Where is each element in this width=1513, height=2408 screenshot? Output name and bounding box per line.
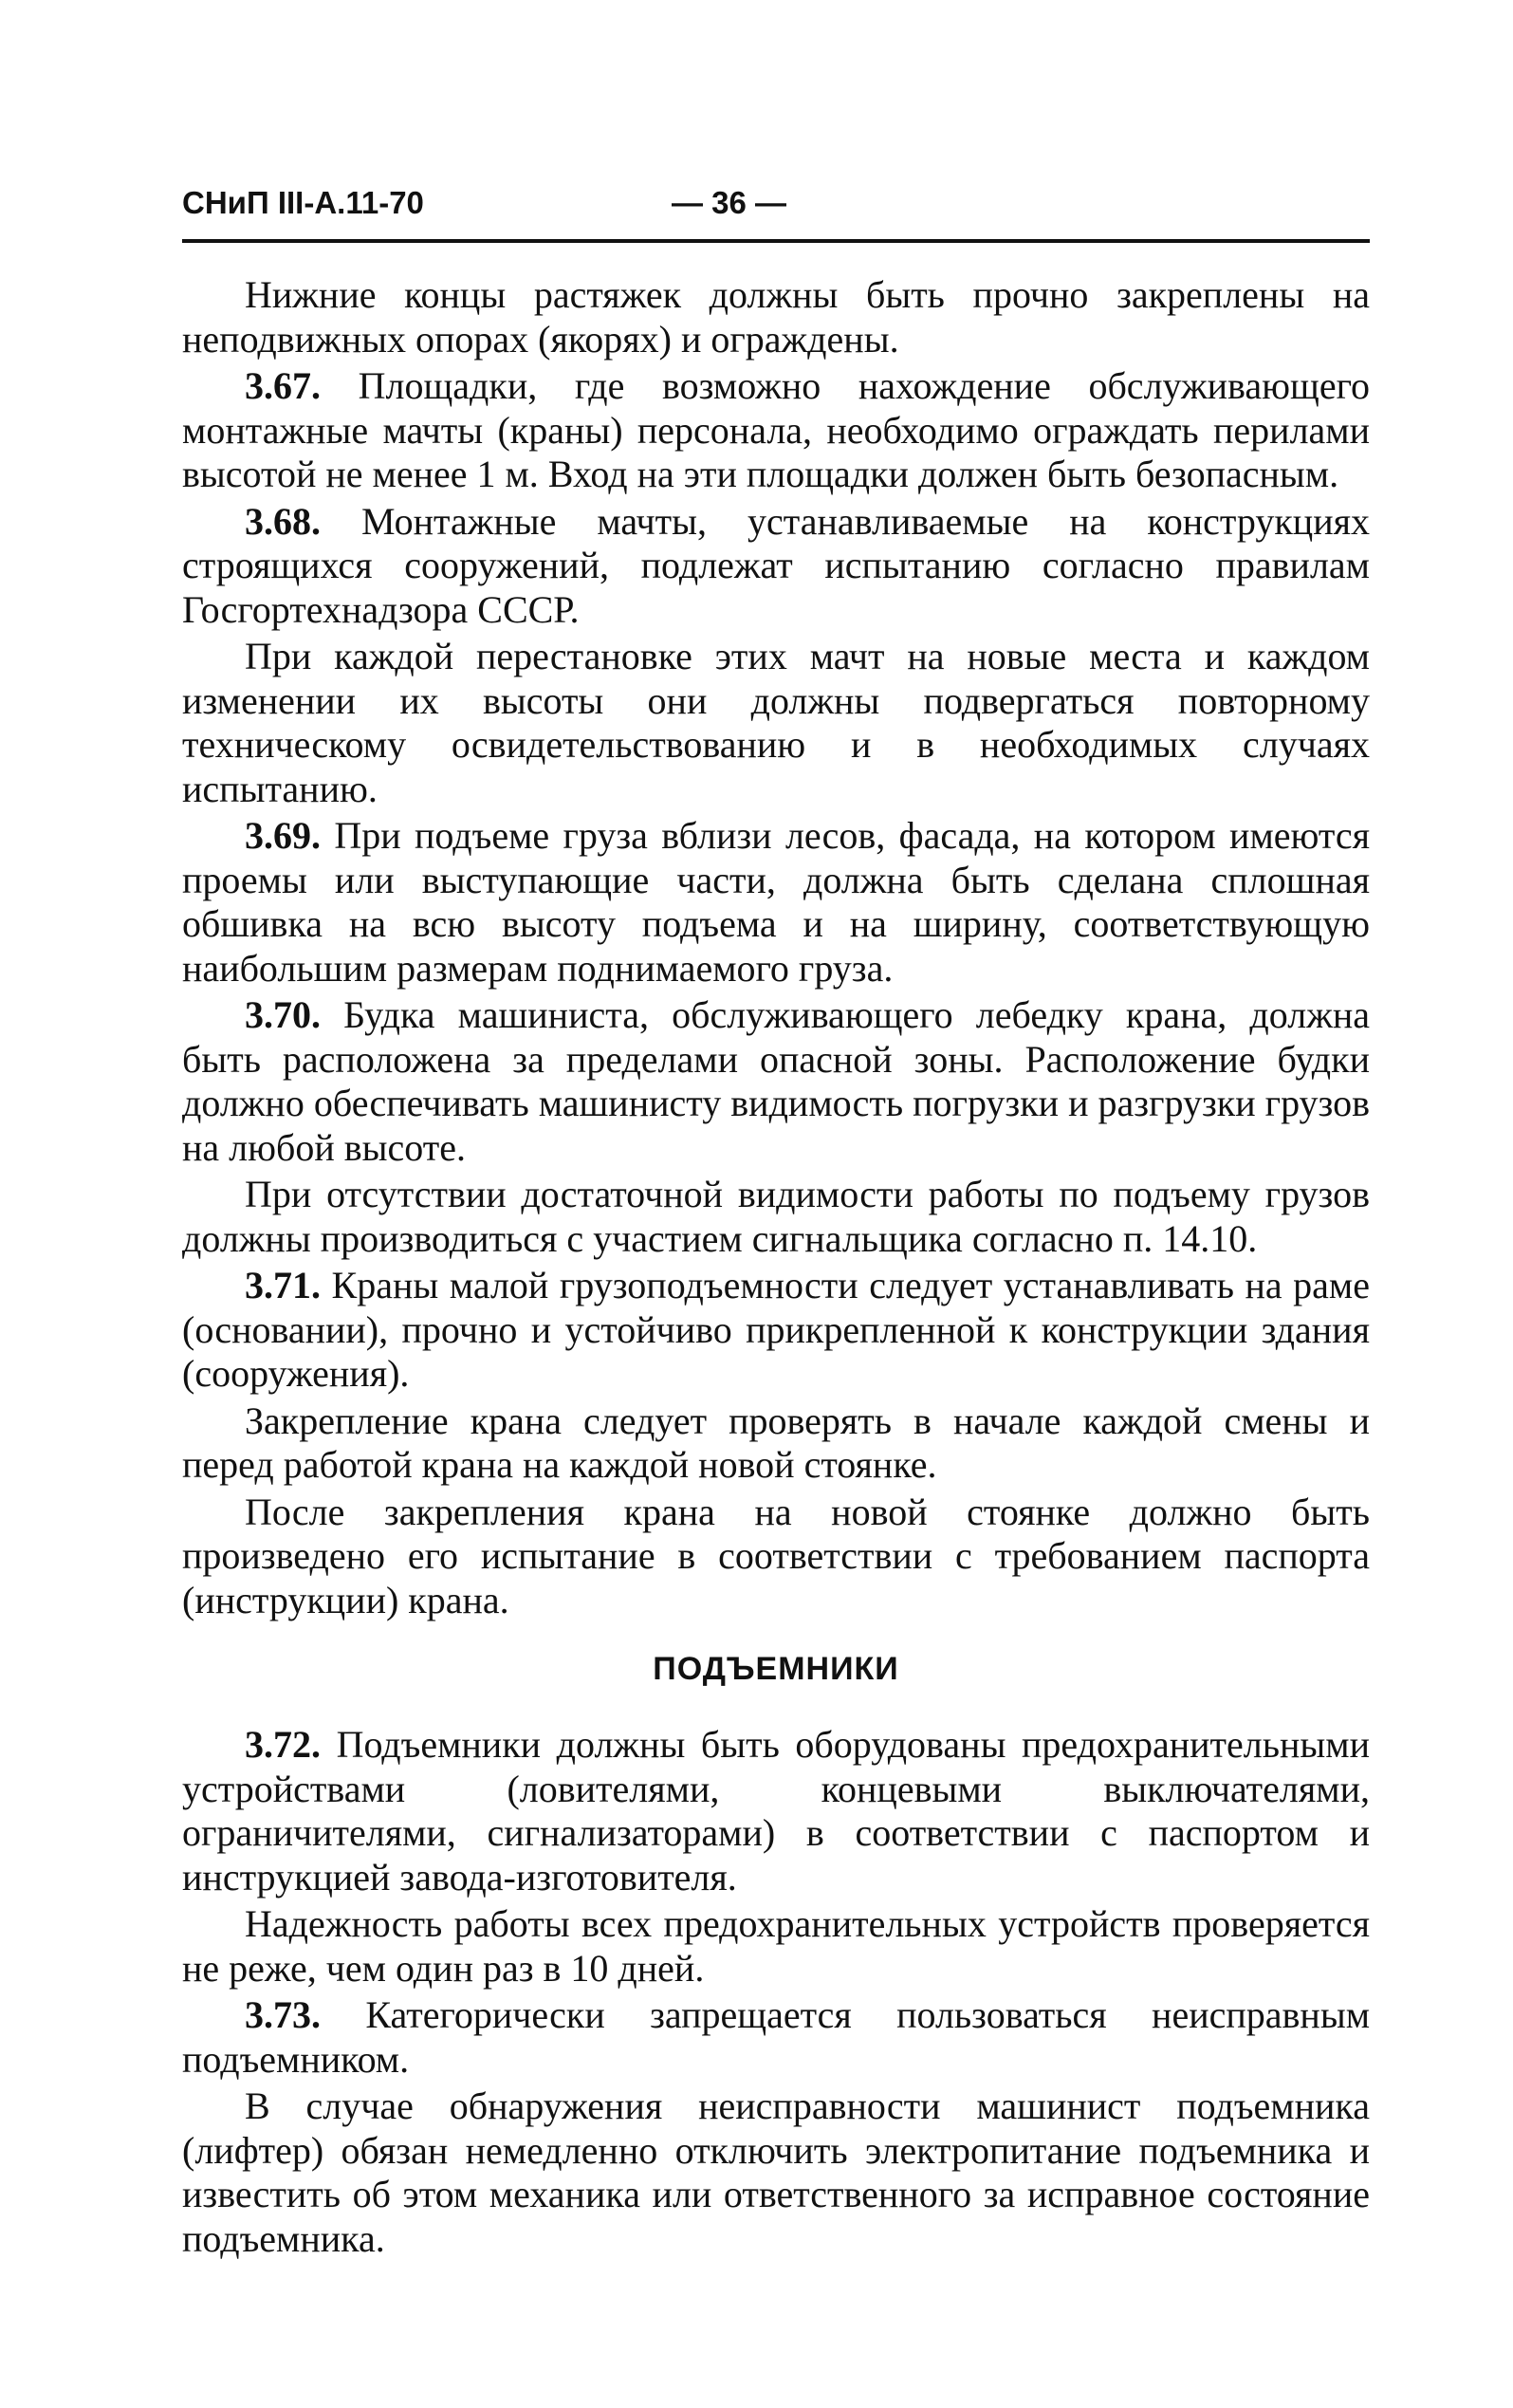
paragraph-text: Будка машиниста, обслуживающего лебедку крана, должна быть расположена за пределами опасной зоны. Расположение будки должно обеспечивать машинисту видимость погрузки и разгрузки грузов на любой высоте.	[182, 993, 1371, 1169]
paragraph	[182, 1491, 1370, 1623]
paragraph	[182, 1264, 1370, 1397]
paragraph-text: Надежность работы всех предохранительных устройств проверяется не реже, чем один раз в 10 дней.	[182, 1902, 1370, 1990]
clause-number: 3.70.	[245, 993, 321, 1036]
paragraph-text: Монтажные мачты, устанавливаемые на конструкциях строящихся сооружений, подлежат испытанию согласно правилам Госгортехнадзора СССР.	[182, 499, 1371, 631]
paragraph	[182, 814, 1370, 991]
paragraph	[182, 364, 1370, 497]
paragraph	[182, 1723, 1370, 1899]
paragraphs-after-section	[182, 1723, 1370, 2261]
page-header	[182, 185, 1368, 232]
clause-number: 3.69.	[245, 814, 321, 857]
paragraph-text: В случае обнаружения неисправности машинист подъемника (лифтер) обязан немедленно отключить электропитание подъемника и известить об этом механика или ответственного за исправное состояние подъемника.	[182, 2084, 1370, 2260]
paragraph	[182, 273, 1370, 361]
paragraph-text: Подъемники должны быть оборудованы предохранительными устройствами (ловителями, концевыми выключателями, ограничителями, сигнализаторами) в соответствии с паспортом и инструкцией завода-изготовителя.	[182, 1723, 1370, 1899]
paragraph	[182, 1993, 1370, 2082]
paragraph-text: Закрепление крана следует проверять в начале каждой смены и перед работой крана на каждой новой стоянке.	[182, 1398, 1370, 1486]
clause-number: 3.67.	[245, 364, 321, 407]
paragraph	[182, 635, 1370, 811]
paragraph	[182, 993, 1370, 1170]
paragraph-text: Площадки, где возможно нахождение обслуживающего монтажные мачты (краны) персонала, необходимо ограждать перилами высотой не менее 1 м. Вход на эти площадки должен быть безопасным.	[182, 364, 1371, 495]
document-body	[182, 273, 1370, 2264]
clause-number: 3.71.	[245, 1264, 321, 1306]
paragraph-text: При каждой перестановке этих мачт на новые места и каждом изменении их высоты они должны подвергаться повторному техническому освидетельствованию и в необходимых случаях испытанию.	[182, 635, 1370, 810]
page-number: — 36 —	[672, 185, 787, 220]
paragraph-text: При отсутствии достаточной видимости работы по подъему грузов должны производиться с участием сигнальщика согласно п. 14.10.	[182, 1173, 1370, 1260]
clause-number: 3.73.	[245, 1993, 321, 2036]
paragraph	[182, 1902, 1370, 1991]
clause-number: 3.68.	[245, 499, 321, 543]
paragraph	[182, 500, 1370, 633]
header-divider	[182, 239, 1370, 243]
paragraph-text: После закрепления крана на новой стоянке должно быть произведено его испытание в соответствии с требованием паспорта (инструкции) крана.	[182, 1490, 1370, 1621]
paragraph	[182, 2084, 1370, 2261]
paragraph-text: Нижние концы растяжек должны быть прочно закреплены на неподвижных опорах (якорях) и ограждены.	[182, 273, 1370, 361]
paragraph-text: Категорически запрещается пользоваться неисправным подъемником.	[182, 1993, 1370, 2081]
paragraph	[182, 1173, 1370, 1261]
document-code: СНиП III-А.11-70	[182, 185, 424, 220]
paragraphs-before-section	[182, 273, 1370, 1622]
paragraph-text: При подъеме груза вблизи лесов, фасада, на котором имеются проемы или выступающие части, должна быть сделана сплошная обшивка на всю высоту подъема и на ширину, соответствующую наибольшим размерам поднимаемого груза.	[182, 814, 1371, 990]
paragraph	[182, 1399, 1370, 1488]
paragraph-text: Краны малой грузоподъемности следует устанавливать на раме (основании), прочно и устойчиво прикрепленной к конструкции здания (сооружения).	[182, 1264, 1371, 1395]
section-title: ПОДЪЕМНИКИ	[653, 1651, 899, 1687]
clause-number: 3.72.	[245, 1723, 321, 1766]
